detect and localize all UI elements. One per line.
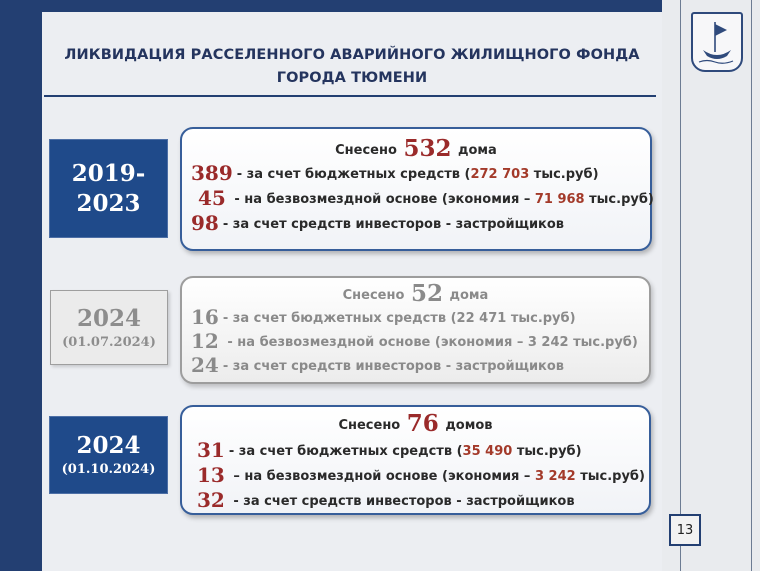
card-heading — [182, 410, 649, 437]
year-date: (01.07.2024) — [62, 334, 156, 350]
row-budget — [191, 161, 599, 185]
row-free — [197, 463, 645, 487]
row-free — [198, 186, 654, 210]
row-count: 98 — [191, 211, 219, 235]
heading-prefix: Снесено — [335, 143, 397, 158]
year-badge-2024-10 — [49, 416, 168, 494]
row-unit: тыс.руб) — [575, 469, 645, 484]
row-budget — [191, 305, 576, 329]
page-number: 13 — [669, 514, 701, 546]
row-budget — [197, 438, 582, 462]
year-date: (01.10.2024) — [61, 462, 156, 477]
page-title — [44, 44, 660, 90]
row-text: - на безвозмездной основе (экономия – 3 242 тыс.руб) — [222, 335, 638, 350]
row-text: - за счет средств инвесторов - застройщиков — [228, 494, 575, 509]
year-badge-2019-2023 — [49, 139, 168, 238]
row-count: 389 — [191, 161, 233, 185]
top-border — [42, 0, 662, 12]
stats-card-2019-2023 — [180, 127, 652, 251]
heading-suffix: домов — [445, 418, 493, 433]
row-investors — [191, 211, 564, 235]
row-text: - на безвозмездной основе (экономия – — [229, 192, 535, 207]
row-unit: тыс.руб) — [512, 444, 582, 459]
stats-card-2024-10 — [180, 405, 651, 515]
year-label: 2024 — [76, 432, 141, 459]
sidebar-divider — [751, 0, 752, 571]
row-text: - за счет средств инвесторов - застройщиков — [222, 359, 565, 374]
row-text: - за счет бюджетных средств ( — [236, 167, 471, 182]
row-text: - за счет средств инвесторов - застройщиков — [222, 217, 565, 232]
row-amount: 35 490 — [462, 444, 513, 459]
year-label: 2024 — [76, 304, 141, 332]
row-unit: тыс.руб) — [529, 167, 599, 182]
row-count: 13 — [197, 463, 225, 487]
row-count: 16 — [191, 305, 219, 329]
title-line-2: ГОРОДА ТЮМЕНИ — [276, 70, 428, 86]
heading-prefix: Снесено — [342, 288, 405, 303]
year-badge-2024-07 — [50, 290, 168, 365]
row-amount: 3 242 — [534, 469, 576, 484]
row-unit: тыс.руб) — [584, 192, 654, 207]
row-amount: 272 703 — [470, 167, 530, 182]
heading-total: 76 — [406, 410, 439, 437]
row-free — [191, 329, 638, 353]
title-line-1: ЛИКВИДАЦИЯ РАССЕЛЕННОГО АВАРИЙНОГО ЖИЛИЩНОГО ФОНДА — [64, 47, 640, 63]
sidebar-divider — [680, 0, 681, 571]
heading-suffix: дома — [449, 288, 489, 303]
row-count: 45 — [198, 186, 226, 210]
row-investors — [191, 353, 564, 377]
stats-card-2024-07 — [180, 276, 651, 384]
year-line-1: 2019- — [71, 159, 146, 187]
heading-total: 532 — [403, 135, 452, 162]
row-investors — [197, 488, 575, 512]
heading-prefix: Снесено — [338, 418, 401, 433]
row-count: 24 — [191, 353, 219, 377]
year-line-2: 2023 — [76, 189, 141, 217]
card-heading — [182, 135, 650, 162]
heading-suffix: дома — [458, 143, 497, 158]
right-sidebar — [662, 0, 760, 571]
title-underline — [44, 95, 656, 97]
row-count: 31 — [197, 438, 225, 462]
heading-total: 52 — [410, 280, 443, 307]
row-text: – на безвозмездной основе (экономия – — [228, 469, 535, 484]
card-heading — [182, 280, 649, 307]
city-crest-icon — [691, 12, 743, 72]
row-count: 32 — [197, 488, 225, 512]
row-text: - за счет бюджетных средств (22 471 тыс.руб) — [222, 311, 576, 326]
row-text: - за счет бюджетных средств ( — [228, 444, 463, 459]
row-amount: 71 968 — [534, 192, 585, 207]
row-count: 12 — [191, 329, 219, 353]
